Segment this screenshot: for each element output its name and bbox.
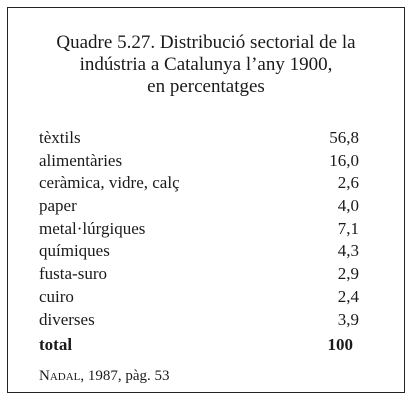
sector-label: cuiro xyxy=(39,286,74,306)
sector-label: fusta-suro xyxy=(39,264,107,284)
table-row xyxy=(39,240,359,263)
title-line-3: en percentatges xyxy=(147,76,265,97)
source-details: , 1987, pàg. 53 xyxy=(80,368,170,384)
table-row xyxy=(39,150,359,173)
table-row xyxy=(39,172,359,195)
sector-value: 2,6 xyxy=(337,173,359,193)
sector-value: 4,3 xyxy=(337,241,359,261)
sector-value: 3,9 xyxy=(337,309,359,329)
source-citation xyxy=(39,366,170,386)
sector-value: 7,1 xyxy=(337,218,359,238)
table-frame xyxy=(7,7,405,393)
sector-label: químiques xyxy=(39,241,110,261)
total-value: 100 xyxy=(327,335,353,354)
table-row xyxy=(39,195,359,218)
table-row xyxy=(39,309,359,332)
sector-value: 2,4 xyxy=(337,286,359,306)
sector-value: 16,0 xyxy=(329,150,359,170)
data-rows xyxy=(39,127,359,331)
sector-label: diverses xyxy=(39,309,95,329)
table-title xyxy=(8,32,404,98)
sector-value: 2,9 xyxy=(337,264,359,284)
sector-value: 4,0 xyxy=(337,196,359,216)
sector-label: paper xyxy=(39,196,77,216)
sector-label: tèxtils xyxy=(39,128,81,147)
title-line-2: indústria a Catalunya l’any 1900, xyxy=(79,54,333,75)
table-row xyxy=(39,263,359,286)
table-row xyxy=(39,286,359,309)
total-label: total xyxy=(39,335,73,354)
source-author: Nadal xyxy=(39,368,81,384)
sector-label: ceràmica, vidre, calç xyxy=(39,173,180,193)
table-row xyxy=(39,218,359,241)
sector-label: alimentàries xyxy=(39,150,123,170)
title-line-1: Quadre 5.27. Distribució sectorial de la xyxy=(56,32,356,53)
table-row xyxy=(39,127,359,150)
sector-value: 56,8 xyxy=(329,128,359,147)
sector-label: metal·lúrgiques xyxy=(39,218,146,238)
